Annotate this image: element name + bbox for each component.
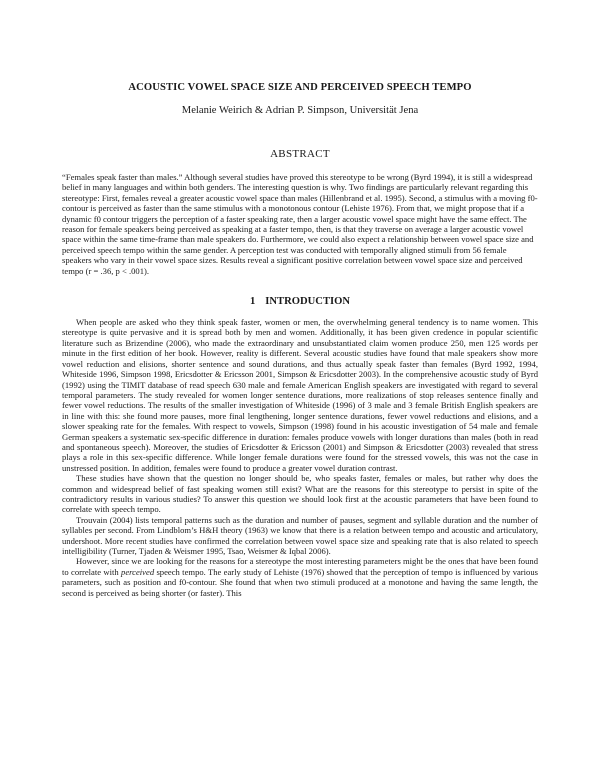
body-paragraph: When people are asked who they think speak faster, women or men, the overwhelming general tendency is to name women. This stereotype is quite pervasive and it is spread both by men and women. Additionally, it has been given credence in popular scientific literature such as Brizendine (2006), who made the extraordinary and unsubstantiated claim women produce 250, men 125 words per minute in the first edition of her book. However, reality is different. Several acoustic studies have found that male speakers show more vowel reduction and elisions, shorter sentence and sound durations, and thus actually speak faster than females (Byrd 1992, 1994, Whiteside 1996, Simpson 1998, Ericsdotter & Ericsson 2001, Simpson & Ericsdotter 2003). In the comprehensive acoustic study of Byrd (1992) using the TIMIT database of read speech 630 male and female American English speakers are investigated with regard to several temporal parameters. The study revealed for women longer sentence durations, more realizations of stop releases sentence finally and fewer vowel reductions. The results of the smaller investigation of Whiteside (1996) of 3 male and 3 female British English speakers are in line with this: she found more pauses, more final lengthening, longer sentence durations, fewer vowel reductions and elisions, and a slower speaking rate for the females. With respect to vowels, Simpson (1998) found in his acoustic investigation of 54 male and female German speakers a systematic sex-specific difference in duration: females produce vowels with longer durations than males (both in read and spontaneous speech). Moreover, the studies of Ericsdotter & Ericsson (2001) and Simpson & Ericsdotter (2003) revealed that stress plays a role in this sex-specific difference. While longer female durations were found for the stressed vowels, this was not the case in unstressed position. In addition, females were found to produce a greater vowel duration contrast. (62, 317, 538, 473)
abstract-text: “Females speak faster than males.” Although several studies have proved this stereotype to be wrong (Byrd 1994), it is still a widespread belief in many languages and within both genders. The interesting question is why. Two findings are particularly relevant regarding this stereotype: First, females reveal a greater acoustic vowel space than males (Hillenbrand et al. 1995). Second, a stimulus with a moving f0-contour is perceived as faster than the same stimulus with a monotonous contour (Lehiste 1976). From that, we might propose that if a dynamic f0 contour triggers the perception of a faster speaking rate, then a larger acoustic vowel space might have the same effect. The reason for female speakers being perceived as speaking at a faster tempo, then, is that they traverse on average a larger acoustic vowel space within the same time-frame than male speakers do. Furthermore, we could also expect a relationship between vowel space size and perceived speech tempo within the same gender. A perception test was conducted with temporally aligned stimuli from 56 female speakers who vary in their vowel space sizes. Results reveal a significant positive correlation between vowel space size and perceived tempo (r = .36, p < .001). (62, 172, 538, 276)
paper-title: ACOUSTIC VOWEL SPACE SIZE AND PERCEIVED SPEECH TEMPO (128, 82, 472, 93)
section-title: INTRODUCTION (265, 296, 351, 308)
section-number: 1 (249, 296, 256, 308)
body-text (62, 317, 538, 598)
paragraph-text-start: However, since we are looking for the reasons for a stereotype the most interesting parameters might be the ones that have been found to correlate with (62, 556, 538, 577)
body-paragraph: Trouvain (2004) lists temporal patterns such as the duration and number of pauses, segment and syllable duration and the number of syllables per second. From Lindblom’s H&H theory (1963) we know that there is a relation between tempo and acoustic and articulatory, undershoot. More recent studies have confirmed the correlation between vowel space size and speaking rate that is also related to speech intelligibility (Turner, Tjaden & Weismer 1995, Tsao, Weismer & Iqbal 2006). (62, 514, 538, 556)
body-paragraph (62, 556, 538, 598)
section-heading (62, 296, 538, 307)
abstract-heading: ABSTRACT (270, 148, 330, 160)
emphasized-word: perceived (121, 566, 155, 577)
body-paragraph: These studies have shown that the question no longer should be, who speaks faster, females or males, but rather why does the common and widespread belief of fast speaking women still exist? What are the reasons for this stereotype to persist in spite of the contradictory results in various studies? To answer this question we should look first at the acoustic parameters that have been found to correlate with speech tempo. (62, 473, 538, 515)
paper-authors: Melanie Weirich & Adrian P. Simpson, Universität Jena (181, 105, 419, 116)
paragraph-text-end: speech tempo. The early study of Lehiste (1976) showed that the perception of tempo is influenced by various parameters, such as position and f0-contour. She found that when two stimuli produced at a monotone and having the same length, the second is perceived as being shorter (or faster). This (62, 566, 538, 598)
